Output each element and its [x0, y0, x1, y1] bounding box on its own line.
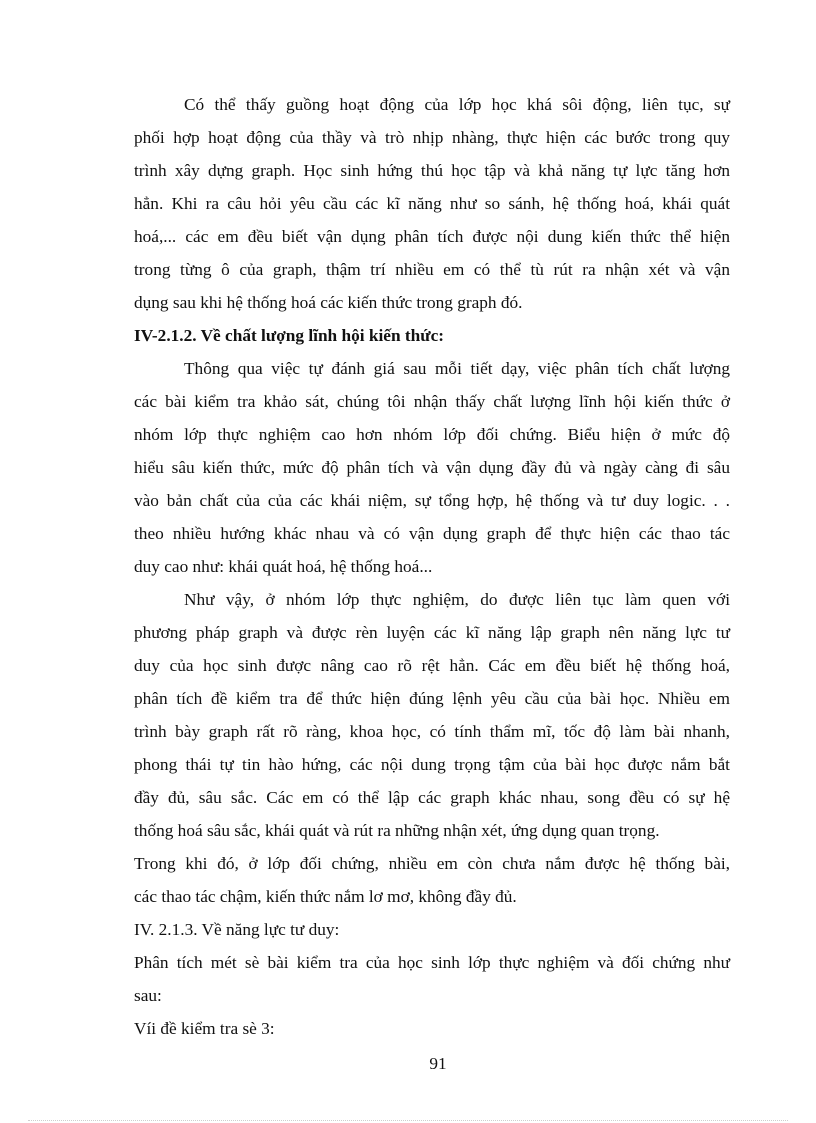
page-bottom-rule: [28, 1120, 788, 1121]
paragraph-line: phối hợp hoạt động của thầy và trò nhịp nhàng, thực hiện các bước trong quy: [134, 128, 730, 147]
paragraph-line: các bài kiểm tra khảo sát, chúng tôi nhận thấy chất lượng lĩnh hội kiến thức ở: [134, 392, 730, 411]
paragraph-line: nhóm lớp thực nghiệm cao hơn nhóm lớp đối chứng. Biểu hiện ở mức độ: [134, 425, 730, 444]
paragraph-line: sau:: [134, 986, 162, 1005]
paragraph-line: Như vậy, ở nhóm lớp thực nghiệm, do được liên tục làm quen với: [184, 590, 730, 609]
paragraph-line: Có thể thấy guồng hoạt động của lớp học khá sôi động, liên tục, sự: [184, 95, 730, 114]
paragraph-line: duy của học sinh được nâng cao rõ rệt hẳn. Các em đều biết hệ thống hoá,: [134, 656, 730, 675]
paragraph-line: phân tích đề kiểm tra để thức hiện đúng lệnh yêu cầu của bài học. Nhiều em: [134, 689, 730, 708]
paragraph-line: phương pháp graph và được rèn luyện các kĩ năng lập graph nên năng lực tư: [134, 623, 730, 642]
paragraph-line: Trong khi đó, ở lớp đối chứng, nhiều em còn chưa nắm được hệ thống bài,: [134, 854, 730, 873]
paragraph-line: dụng sau khi hệ thống hoá các kiến thức trong graph đó.: [134, 293, 523, 312]
paragraph-line: các thao tác chậm, kiến thức nắm lơ mơ, không đầy đủ.: [134, 887, 517, 906]
paragraph-line: theo nhiều hướng khác nhau và có vận dụng graph để thực hiện các thao tác: [134, 524, 730, 543]
paragraph-line: hiểu sâu kiến thức, mức độ phân tích và vận dụng đầy đủ và ngày càng đi sâu: [134, 458, 730, 477]
paragraph-line: trong từng ô của graph, thậm trí nhiều em có thể tù rút ra nhận xét và vận: [134, 260, 730, 279]
page-number: 91: [429, 1054, 447, 1073]
section-heading: IV-2.1.2. Về chất lượng lĩnh hội kiến thức:: [134, 326, 445, 345]
paragraph-line: Phân tích mét sè bài kiểm tra của học sinh lớp thực nghiệm và đối chứng như: [134, 953, 730, 972]
section-heading: IV. 2.1.3. Về năng lực tư duy:: [134, 920, 340, 939]
paragraph-line: vào bản chất của của các khái niệm, sự tổng hợp, hệ thống và tư duy logic. . .: [134, 491, 730, 510]
paragraph-line: hẳn. Khi ra câu hỏi yêu cầu các kĩ năng như so sánh, hệ thống hoá, khái quát: [134, 194, 730, 213]
paragraph-line: phong thái tự tin hào hứng, các nội dung trọng tậm của bài học được nắm bắt: [134, 755, 730, 774]
paragraph-line: Víi đề kiểm tra sè 3:: [134, 1019, 275, 1038]
paragraph-line: hoá,... các em đều biết vận dụng phân tích được nội dung kiến thức thể hiện: [134, 227, 730, 246]
paragraph-line: Thông qua việc tự đánh giá sau mỗi tiết dạy, việc phân tích chất lượng: [184, 359, 730, 378]
paragraph-line: trình xây dựng graph. Học sinh hứng thú học tập và khả năng tự lực tăng hơn: [134, 161, 730, 180]
document-page: [134, 88, 730, 1045]
paragraph-line: thống hoá sâu sắc, khái quát và rút ra những nhận xét, ứng dụng quan trọng.: [134, 821, 660, 840]
paragraph-line: trình bày graph rất rõ ràng, khoa học, có tính thẩm mĩ, tốc độ làm bài nhanh,: [134, 722, 730, 741]
paragraph-line: đầy đủ, sâu sắc. Các em có thể lập các graph khác nhau, song đều có sự hệ: [134, 788, 730, 807]
paragraph-line: duy cao như: khái quát hoá, hệ thống hoá...: [134, 557, 433, 576]
